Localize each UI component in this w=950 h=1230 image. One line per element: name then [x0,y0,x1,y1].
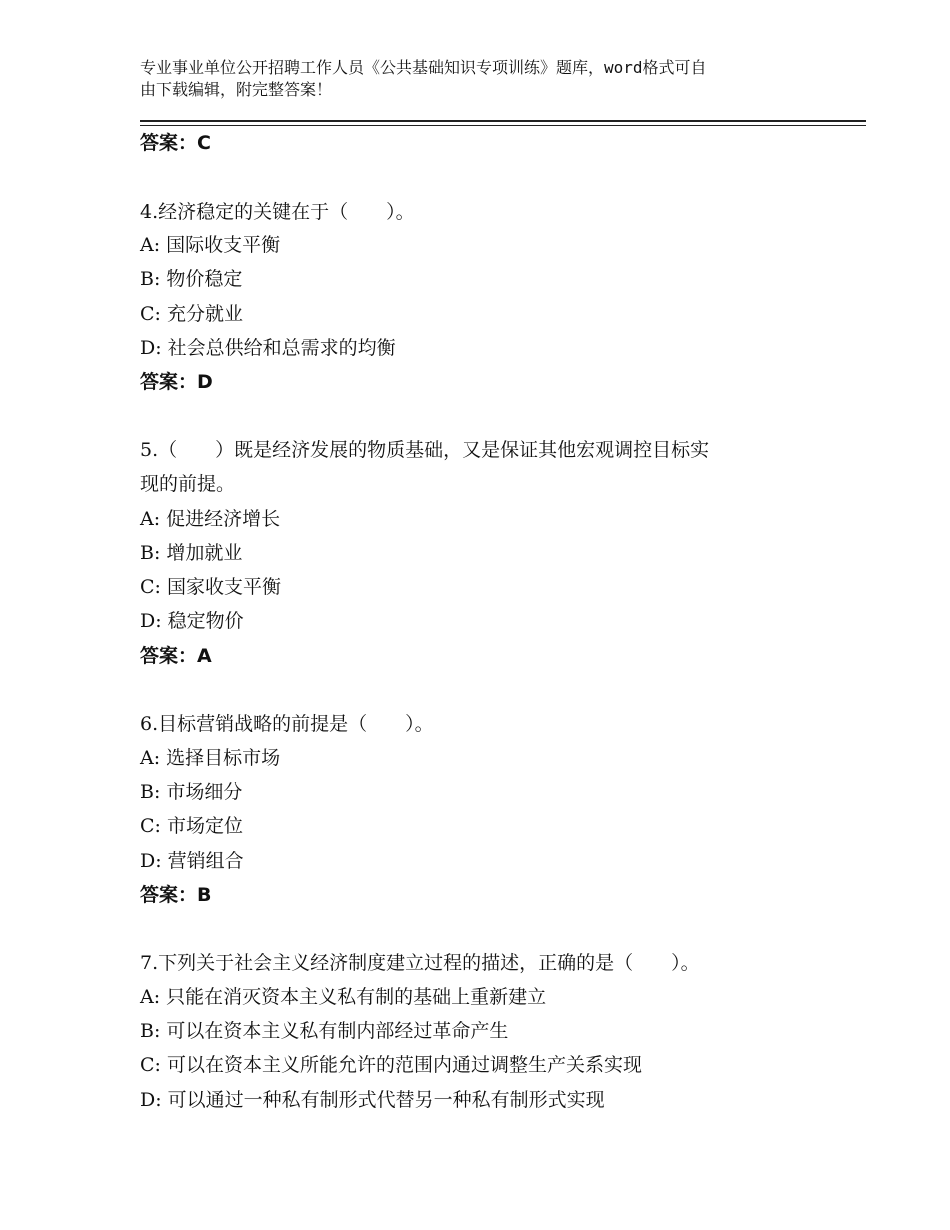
question-5-option-b: B: 增加就业 [140,542,243,564]
answer-q4: 答案：D [140,371,213,393]
header-line-1: 专业事业单位公开招聘工作人员《公共基础知识专项训练》题库，word格式可自 [140,58,707,77]
document-header [140,57,810,101]
question-5-stem-line-1: 5.（ ）既是经济发展的物质基础，又是保证其他宏观调控目标实 [140,439,710,461]
question-5-option-c: C: 国家收支平衡 [140,576,281,598]
header-divider-thick [140,120,866,122]
question-6-option-c: C: 市场定位 [140,815,243,837]
question-4-option-a: A: 国际收支平衡 [140,234,281,256]
question-7-stem: 7.下列关于社会主义经济制度建立过程的描述，正确的是（ ）。 [140,952,700,974]
question-4-option-c: C: 充分就业 [140,303,243,325]
question-7-option-a: A: 只能在消灭资本主义私有制的基础上重新建立 [140,986,547,1008]
question-6-stem: 6.目标营销战略的前提是（ ）。 [140,713,434,735]
header-divider-thin [140,125,866,126]
question-7-option-b: B: 可以在资本主义私有制内部经过革命产生 [140,1020,509,1042]
question-5-option-d: D: 稳定物价 [140,610,244,632]
answer-q5: 答案：A [140,645,212,667]
question-4-option-b: B: 物价稳定 [140,268,243,290]
header-line-2: 由下载编辑，附完整答案！ [140,80,333,99]
question-7-option-d: D: 可以通过一种私有制形式代替另一种私有制形式实现 [140,1089,605,1111]
answer-q6: 答案：B [140,884,212,906]
question-7-option-c: C: 可以在资本主义所能允许的范围内通过调整生产关系实现 [140,1054,642,1076]
question-5-option-a: A: 促进经济增长 [140,508,281,530]
question-6-option-b: B: 市场细分 [140,781,243,803]
question-6-option-d: D: 营销组合 [140,850,244,872]
answer-q3: 答案：C [140,132,211,154]
question-4-option-d: D: 社会总供给和总需求的均衡 [140,337,396,359]
question-5-stem-line-2: 现的前提。 [140,473,236,495]
question-4-stem: 4.经济稳定的关键在于（ ）。 [140,201,415,223]
question-6-option-a: A: 选择目标市场 [140,747,281,769]
